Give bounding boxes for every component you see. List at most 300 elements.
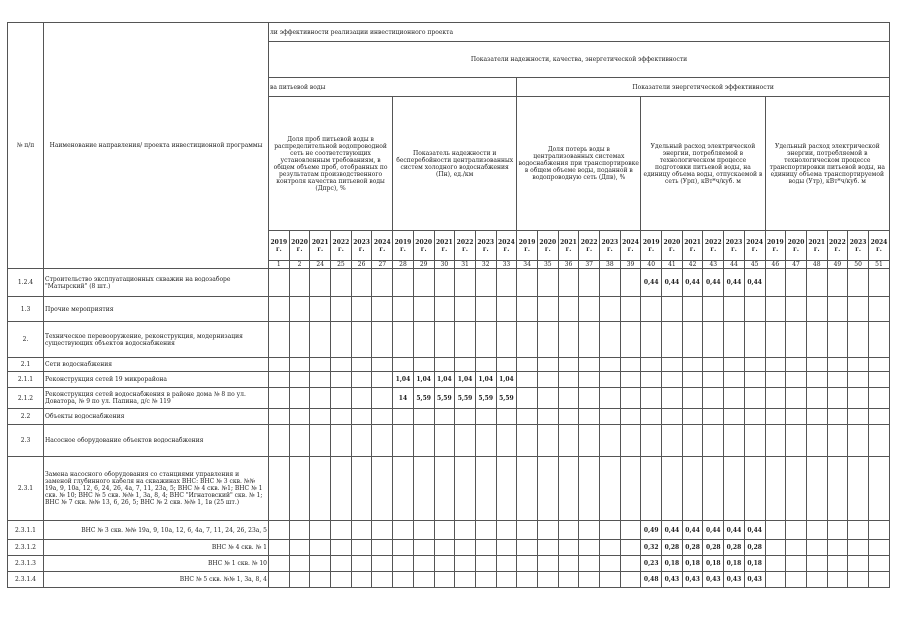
value-cell [393,297,414,322]
value-cell [434,322,455,358]
value-cell [703,358,724,372]
value-cell [786,425,807,457]
value-cell [744,297,765,322]
value-cell [786,388,807,409]
value-cell [600,388,621,409]
value-cell [765,388,786,409]
value-cell [641,457,662,521]
year-cell: 2023 г. [724,231,745,261]
value-cell [827,269,848,297]
value-cell [641,388,662,409]
value-cell: 0,44 [744,521,765,540]
value-cell [600,521,621,540]
value-cell [558,372,579,388]
value-cell [289,297,310,322]
value-cell [868,322,889,358]
value-cell: 0,43 [744,572,765,588]
column-number: 51 [868,261,889,269]
value-cell [289,388,310,409]
column-number: 46 [765,261,786,269]
value-cell [558,269,579,297]
value-cell [393,556,414,572]
value-cell [703,322,724,358]
value-cell [765,297,786,322]
value-cell [351,322,372,358]
value-cell [786,457,807,521]
value-cell [868,372,889,388]
value-cell [331,572,352,588]
value-cell [455,322,476,358]
value-cell [372,297,393,322]
table-row [8,540,890,556]
value-cell [434,409,455,425]
value-cell [537,322,558,358]
value-cell [455,540,476,556]
value-cell [351,572,372,588]
value-cell [517,358,538,372]
value-cell [600,297,621,322]
value-cell [310,457,331,521]
value-cell [496,358,517,372]
value-cell [806,388,827,409]
value-cell: 5,59 [475,388,496,409]
value-cell [827,540,848,556]
value-cell [579,358,600,372]
value-cell: 0,44 [641,269,662,297]
row-name: Сети водоснабжения [44,358,269,372]
value-cell: 0,44 [662,521,683,540]
year-cell: 2022 г. [455,231,476,261]
value-cell [537,425,558,457]
value-cell [351,388,372,409]
value-cell [848,322,869,358]
value-cell: 0,44 [682,269,703,297]
value-cell [641,425,662,457]
value-cell [558,425,579,457]
value-cell [537,457,558,521]
value-cell [537,556,558,572]
value-cell [269,521,290,540]
value-cell [496,556,517,572]
year-cell: 2020 г. [786,231,807,261]
column-number: 36 [558,261,579,269]
value-cell [496,409,517,425]
value-cell [496,521,517,540]
value-cell [868,540,889,556]
value-cell [868,572,889,588]
value-cell [537,372,558,388]
value-cell [517,297,538,322]
value-cell [434,269,455,297]
year-cell: 2021 г. [806,231,827,261]
value-cell [600,269,621,297]
column-number: 50 [848,261,869,269]
value-cell [434,297,455,322]
column-number: 39 [620,261,641,269]
value-cell [455,409,476,425]
value-cell [331,457,352,521]
value-cell [848,521,869,540]
value-cell [848,556,869,572]
column-number: 38 [600,261,621,269]
value-cell [703,372,724,388]
value-cell [413,521,434,540]
value-cell [434,358,455,372]
row-number: 1.2.4 [8,269,44,297]
value-cell [868,409,889,425]
value-cell [806,322,827,358]
column-number: 34 [517,261,538,269]
value-cell [475,269,496,297]
value-cell [372,572,393,588]
row-name: Реконструкция сетей водоснабжения в районе дома № 8 по ул. Доватора, № 9 по ул. Папина, д/с № 119 [44,388,269,409]
value-cell [765,322,786,358]
value-cell [868,521,889,540]
row-number: 2.1 [8,358,44,372]
value-cell [289,425,310,457]
value-cell [848,297,869,322]
value-cell [806,457,827,521]
value-cell [331,409,352,425]
year-cell: 2024 г. [372,231,393,261]
value-cell [765,556,786,572]
value-cell [455,297,476,322]
value-cell [331,372,352,388]
year-cell: 2021 г. [434,231,455,261]
year-cell: 2023 г. [848,231,869,261]
value-cell [434,556,455,572]
table-row [8,425,890,457]
value-cell: 1,04 [434,372,455,388]
value-cell [579,425,600,457]
value-cell: 1,04 [496,372,517,388]
value-cell [641,297,662,322]
value-cell [289,322,310,358]
row-number: 2. [8,322,44,358]
value-cell [558,388,579,409]
value-cell [413,358,434,372]
value-cell [475,572,496,588]
value-cell [620,269,641,297]
value-cell [269,372,290,388]
year-cell: 2019 г. [641,231,662,261]
value-cell [455,457,476,521]
value-cell [310,572,331,588]
table-row [8,457,890,521]
value-cell [558,540,579,556]
value-cell [393,322,414,358]
value-cell [289,572,310,588]
value-cell [682,425,703,457]
column-number: 30 [434,261,455,269]
value-cell [413,269,434,297]
row-name: Прочие мероприятия [44,297,269,322]
value-cell [496,297,517,322]
year-cell: 2019 г. [517,231,538,261]
value-cell: 0,43 [703,572,724,588]
value-cell [537,409,558,425]
value-cell [517,457,538,521]
value-cell [496,322,517,358]
value-cell [517,556,538,572]
value-cell [372,358,393,372]
value-cell [351,521,372,540]
value-cell [806,521,827,540]
value-cell [517,521,538,540]
value-cell [724,388,745,409]
value-cell [786,358,807,372]
row-number: 2.2 [8,409,44,425]
row-name: Насосное оборудование объектов водоснабжения [44,425,269,457]
value-cell [848,358,869,372]
header-sub-quality: ва питьевой воды [269,78,517,97]
row-number: 2.3.1.3 [8,556,44,572]
value-cell: 0,43 [682,572,703,588]
table-row [8,388,890,409]
value-cell [868,457,889,521]
value-cell [310,358,331,372]
column-number: 26 [351,261,372,269]
value-cell [806,297,827,322]
value-cell [475,521,496,540]
value-cell: 1,04 [393,372,414,388]
value-cell [579,556,600,572]
value-cell [413,540,434,556]
value-cell [434,457,455,521]
value-cell: 1,04 [413,372,434,388]
value-cell [455,521,476,540]
value-cell [724,358,745,372]
value-cell [786,540,807,556]
value-cell [682,322,703,358]
value-cell: 0,44 [703,521,724,540]
value-cell [537,297,558,322]
value-cell [620,457,641,521]
value-cell [372,322,393,358]
value-cell: 5,59 [496,388,517,409]
value-cell [496,457,517,521]
value-cell [806,425,827,457]
value-cell [558,521,579,540]
column-number: 31 [455,261,476,269]
value-cell: 5,59 [413,388,434,409]
value-cell [310,372,331,388]
value-cell [331,556,352,572]
table-row [8,372,890,388]
value-cell [641,372,662,388]
value-cell [827,388,848,409]
value-cell [786,521,807,540]
value-cell [600,425,621,457]
value-cell [393,540,414,556]
value-cell: 0,44 [724,269,745,297]
value-cell: 0,44 [703,269,724,297]
column-number: 41 [662,261,683,269]
value-cell [641,322,662,358]
table-row [8,556,890,572]
value-cell: 0,18 [703,556,724,572]
value-cell [848,540,869,556]
value-cell [744,388,765,409]
value-cell [765,540,786,556]
value-cell [682,457,703,521]
value-cell [868,297,889,322]
value-cell [455,425,476,457]
col-header-num: № п/п [8,23,44,269]
value-cell [558,457,579,521]
value-cell [579,322,600,358]
value-cell: 0,23 [641,556,662,572]
column-number: 49 [827,261,848,269]
value-cell [682,358,703,372]
year-cell: 2022 г. [827,231,848,261]
value-cell [868,269,889,297]
column-number: 43 [703,261,724,269]
value-cell [351,358,372,372]
row-name: ВНС № 1 скв. № 10 [44,556,269,572]
value-cell [868,556,889,572]
year-cell: 2022 г. [703,231,724,261]
value-cell [351,425,372,457]
value-cell [786,322,807,358]
value-cell [269,409,290,425]
value-cell [744,409,765,425]
value-cell [662,358,683,372]
value-cell [434,521,455,540]
value-cell [558,556,579,572]
value-cell [351,457,372,521]
value-cell [475,297,496,322]
value-cell [724,322,745,358]
value-cell [765,425,786,457]
value-cell [724,372,745,388]
value-cell [703,388,724,409]
value-cell [765,457,786,521]
table-row [8,521,890,540]
column-number: 48 [806,261,827,269]
column-number: 47 [786,261,807,269]
value-cell [558,297,579,322]
value-cell [475,457,496,521]
value-cell: 0,44 [662,269,683,297]
column-number: 1 [269,261,290,269]
value-cell [351,409,372,425]
value-cell [496,540,517,556]
value-cell [331,297,352,322]
row-name: ВНС № 4 скв. № 1 [44,540,269,556]
col-header-name: Наименование направления/ проекта инвестиционной программы [44,23,269,269]
value-cell [682,372,703,388]
value-cell [703,457,724,521]
value-cell [579,388,600,409]
value-cell [351,540,372,556]
value-cell [393,457,414,521]
row-number: 2.3.1.4 [8,572,44,588]
value-cell [331,540,352,556]
year-cell: 2023 г. [600,231,621,261]
value-cell [827,372,848,388]
value-cell [372,388,393,409]
value-cell [455,572,476,588]
value-cell [744,425,765,457]
value-cell [579,540,600,556]
value-cell: 0,18 [662,556,683,572]
value-cell [765,521,786,540]
value-cell [475,322,496,358]
value-cell [744,358,765,372]
value-cell [331,388,352,409]
value-cell [269,540,290,556]
value-cell [620,425,641,457]
value-cell [537,540,558,556]
value-cell: 1,04 [475,372,496,388]
year-cell: 2023 г. [351,231,372,261]
value-cell: 0,43 [662,572,683,588]
value-cell [537,388,558,409]
value-cell [413,425,434,457]
value-cell [310,269,331,297]
value-cell [600,409,621,425]
value-cell [806,556,827,572]
column-number: 24 [310,261,331,269]
year-cell: 2020 г. [537,231,558,261]
value-cell [289,358,310,372]
value-cell [620,409,641,425]
year-cell: 2024 г. [620,231,641,261]
value-cell [765,358,786,372]
year-cell: 2021 г. [310,231,331,261]
value-cell [682,297,703,322]
indicator-header-1: Доля проб питьевой воды в распределительной водопроводной сеть не соответствующих установленным требованиям, в общем объеме проб, отобранных по результатам производственного контроля качества питьевой воды (Дпрс), % [269,97,393,231]
value-cell [517,269,538,297]
value-cell [806,269,827,297]
column-number: 28 [393,261,414,269]
value-cell [269,425,290,457]
value-cell [517,372,538,388]
value-cell [269,358,290,372]
year-cell: 2020 г. [413,231,434,261]
value-cell [413,322,434,358]
column-number: 37 [579,261,600,269]
value-cell [455,556,476,572]
value-cell [744,372,765,388]
value-cell [517,322,538,358]
value-cell [641,358,662,372]
value-cell: 0,28 [724,540,745,556]
value-cell [806,358,827,372]
value-cell [393,572,414,588]
column-number: 27 [372,261,393,269]
value-cell [413,572,434,588]
value-cell [372,540,393,556]
value-cell [620,358,641,372]
value-cell: 0,28 [703,540,724,556]
column-number: 25 [331,261,352,269]
column-number: 40 [641,261,662,269]
value-cell [724,409,745,425]
value-cell [393,425,414,457]
value-cell [662,425,683,457]
value-cell [517,540,538,556]
value-cell [558,322,579,358]
value-cell [455,269,476,297]
value-cell [724,297,745,322]
value-cell [827,425,848,457]
value-cell [600,540,621,556]
table-row [8,297,890,322]
value-cell [413,297,434,322]
value-cell [765,572,786,588]
